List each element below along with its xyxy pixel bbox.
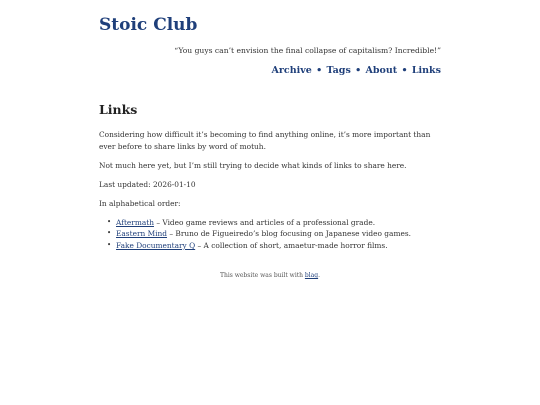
list-intro-text: In alphabetical order: — [99, 198, 181, 208]
link-description: – A collection of short, amaetur-made horror films. — [195, 241, 388, 251]
aftermath-link[interactable]: Aftermath — [116, 217, 154, 227]
nav-about-link[interactable]: About — [365, 65, 398, 76]
site-footer — [0, 272, 540, 279]
main-nav — [272, 65, 441, 76]
main-content — [99, 102, 444, 252]
intro-paragraph: Considering how difficult it’s becoming to find anything online, it’s more important than ever before to share links by word of motuh. — [99, 130, 431, 151]
page-heading: Links — [99, 102, 138, 117]
site-title-link[interactable]: Stoic Club — [99, 15, 198, 35]
link-description: – Bruno de Figueiredo’s blog focusing on Japanese video games. — [167, 229, 411, 239]
bullet-icon: • — [107, 217, 112, 226]
link-description: – Video game reviews and articles of a professional grade. — [153, 217, 376, 227]
bullet-icon: • — [107, 241, 112, 250]
nav-separator: • — [401, 65, 408, 76]
list-item — [107, 228, 444, 240]
list-item — [107, 240, 444, 252]
fake-documentary-q-link[interactable]: Fake Documentary Q — [116, 241, 196, 251]
list-item — [107, 217, 444, 229]
footer-suffix: . — [318, 272, 321, 279]
site-tagline: “You guys can’t envision the final collapse of capitalism? Incredible!” — [174, 46, 441, 55]
bullet-icon: • — [107, 229, 112, 238]
links-list — [99, 217, 444, 252]
nav-separator: • — [355, 65, 362, 76]
last-updated-text: Last updated: 2026-01-10 — [99, 179, 196, 189]
nav-links-link[interactable]: Links — [411, 65, 441, 76]
eastern-mind-link[interactable]: Eastern Mind — [116, 229, 168, 239]
nav-archive-link[interactable]: Archive — [271, 65, 312, 76]
status-paragraph: Not much here yet, but I’m still trying to decide what kinds of links to share here. — [99, 160, 407, 170]
blag-link[interactable]: blag — [304, 272, 319, 279]
nav-tags-link[interactable]: Tags — [326, 65, 351, 76]
nav-separator: • — [316, 65, 323, 76]
footer-text: This website was built with — [219, 272, 305, 279]
